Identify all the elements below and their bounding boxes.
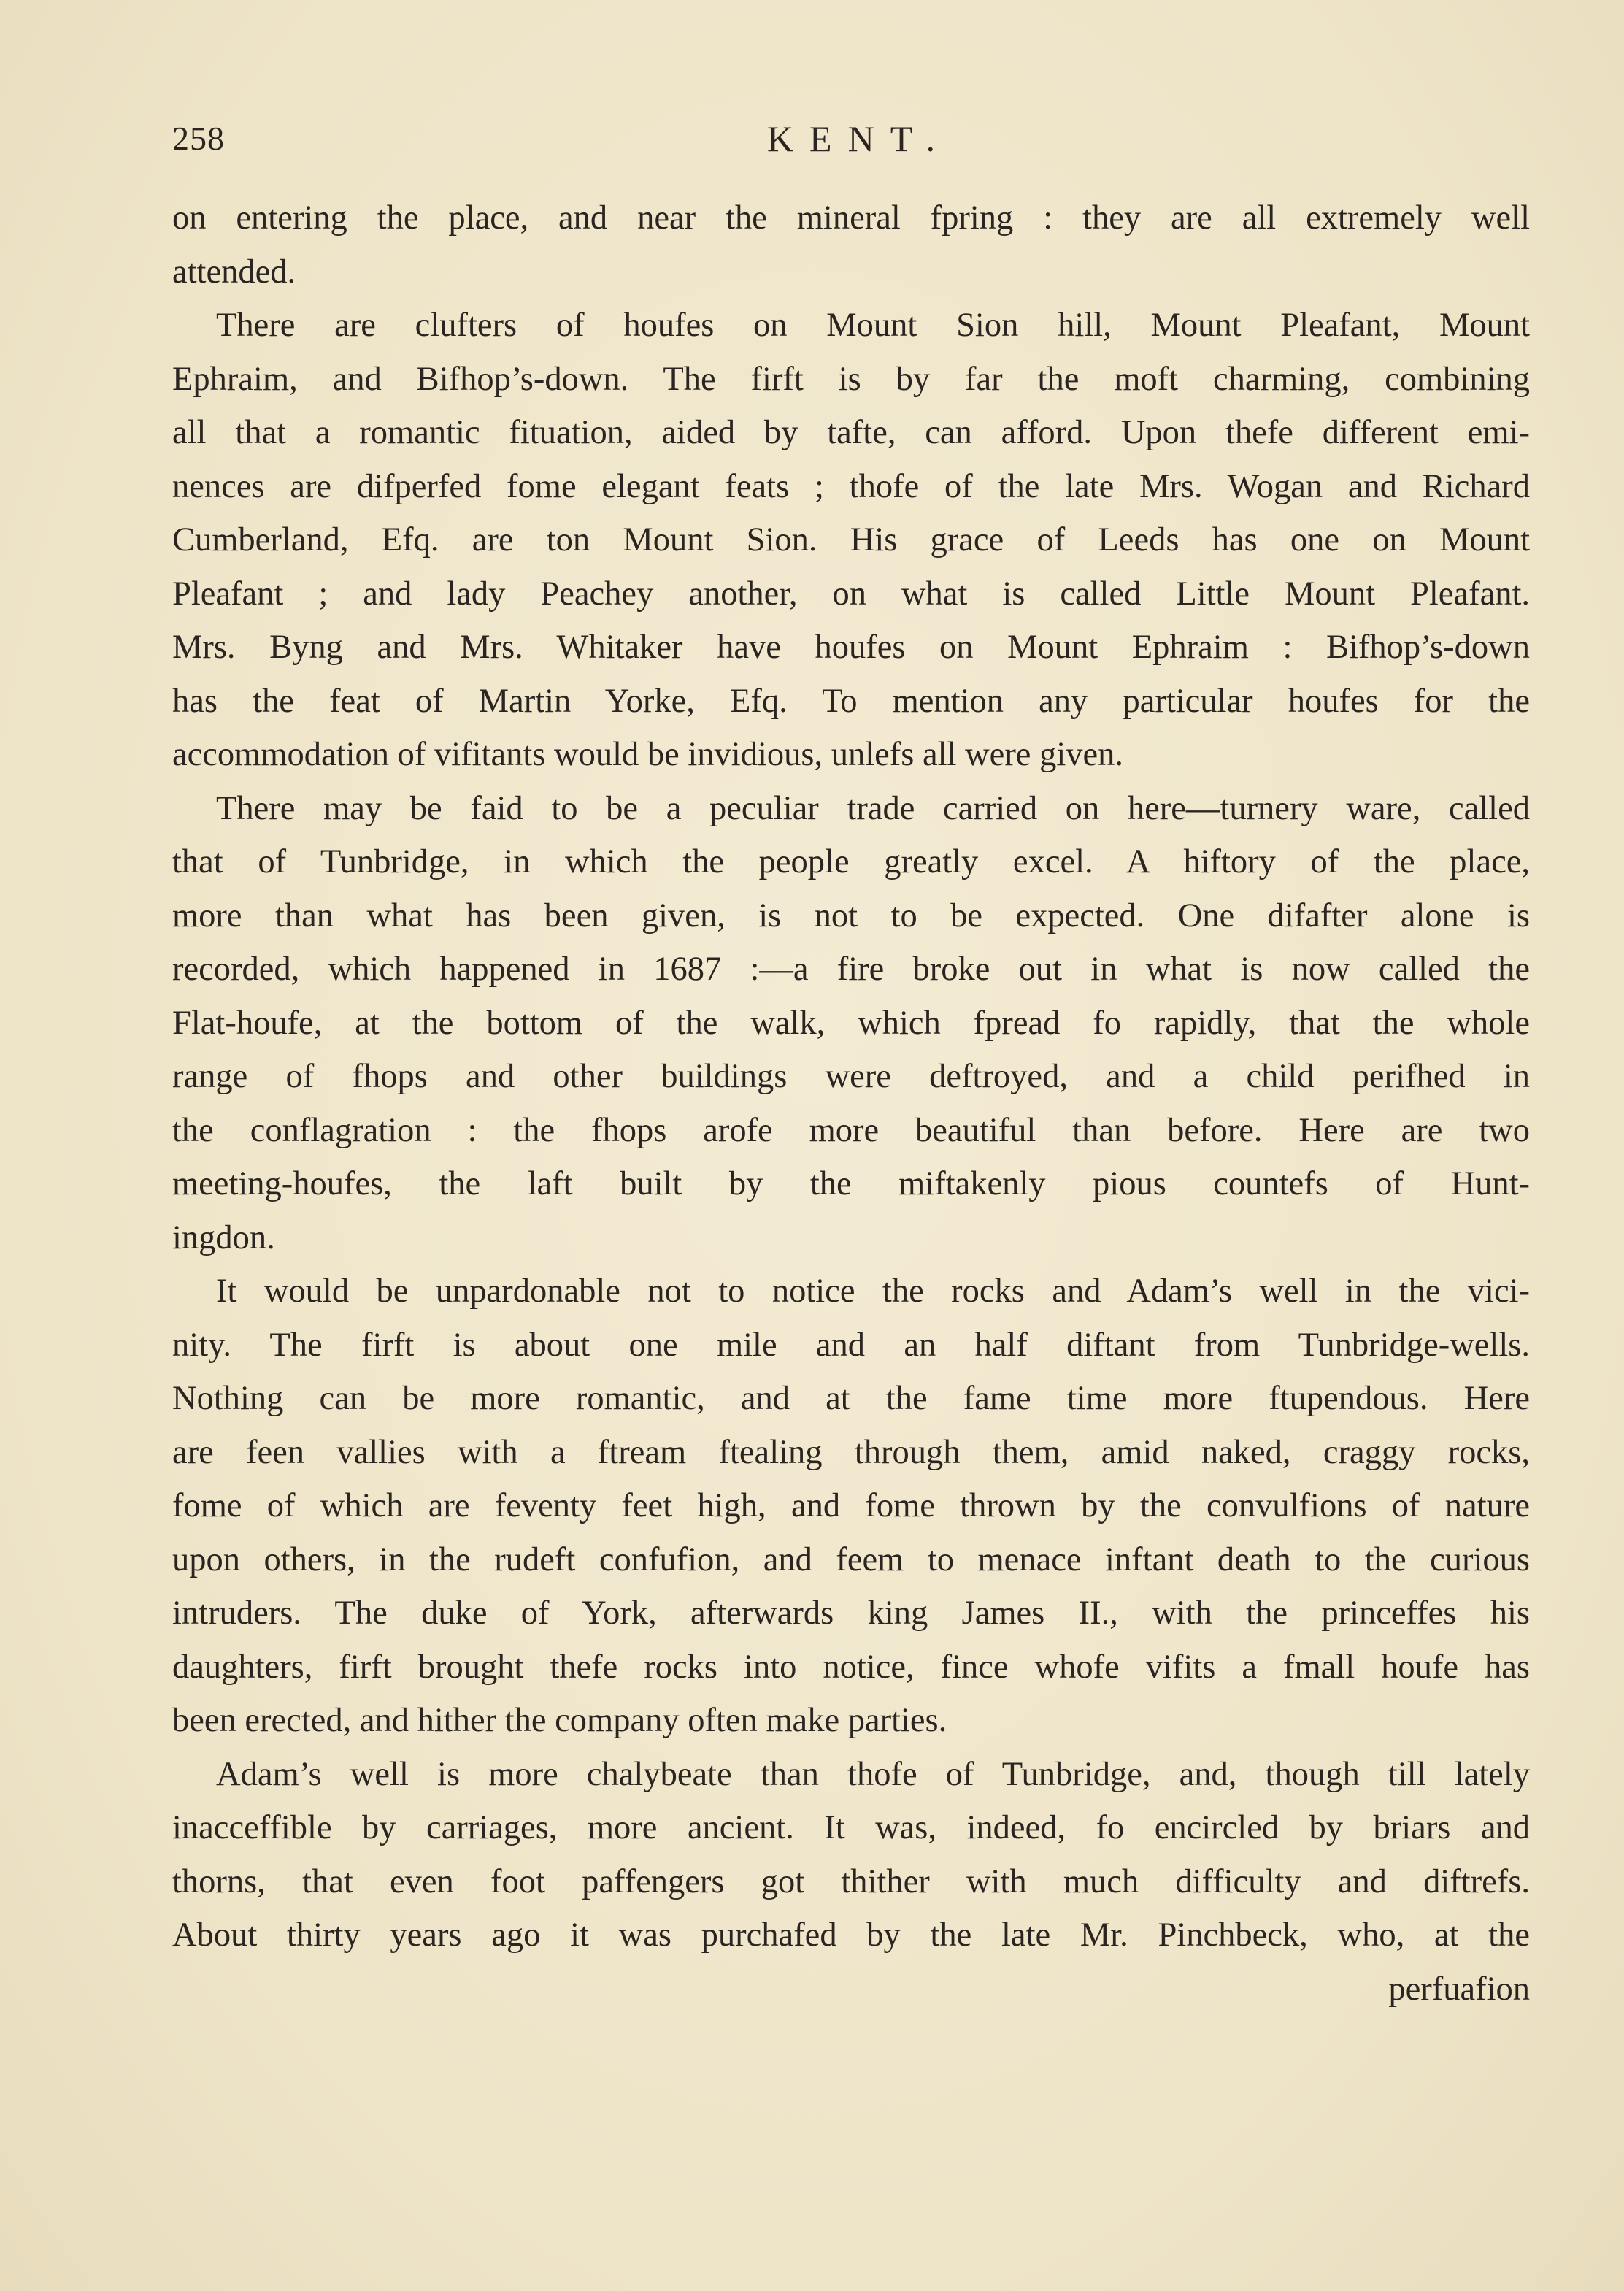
text-line: that of Tunbridge, in which the people greatly excel. A hiftory of the place, [172, 843, 1530, 880]
running-head [172, 117, 1530, 161]
text-line: Nothing can be more romantic, and at the fame time more ftupendous. Here [172, 1380, 1530, 1417]
page-number: 258 [172, 120, 225, 157]
text-line: attended. [172, 253, 296, 291]
text-line: Ephraim, and Bifhop’s-down. The firft is by far the moft charming, combining [172, 360, 1530, 398]
catchword: perfuafion [1388, 1970, 1530, 2008]
text-line: Adam’s well is more chalybeate than thofe of Tunbridge, and, though till lately [216, 1755, 1530, 1793]
body-text [172, 191, 1530, 2016]
text-line: accommodation of vifitants would be invidious, unlefs all were given. [172, 736, 1123, 773]
text-line: ingdon. [172, 1219, 275, 1256]
text-line: nences are difperfed fome elegant feats ; thofe of the late Mrs. Wogan and Richard [172, 467, 1530, 505]
text-line: nity. The firft is about one mile and an half diftant from Tunbridge-wells. [172, 1326, 1530, 1364]
running-title: KENT. [766, 118, 952, 159]
text-line: recorded, which happened in 1687 :—a fire broke out in what is now called the [172, 951, 1530, 988]
text-line: Mrs. Byng and Mrs. Whitaker have houfes on Mount Ephraim : Bifhop’s-down [172, 629, 1530, 666]
text-line: intruders. The duke of York, afterwards king James II., with the princeffes his [172, 1595, 1530, 1632]
text-line: Pleafant ; and lady Peachey another, on what is called Little Mount Pleafant. [172, 575, 1530, 613]
text-line: more than what has been given, is not to be expected. One difafter alone is [172, 897, 1530, 935]
text-line: upon others, in the rudeft confufion, and feem to menace inftant death to the curious [172, 1540, 1530, 1578]
text-line: Cumberland, Efq. are ton Mount Sion. His grace of Leeds has one on Mount [172, 521, 1530, 559]
text-line: daughters, firft brought thefe rocks into notice, fince whofe vifits a fmall houfe has [172, 1648, 1530, 1686]
text-line: fome of which are feventy feet high, and fome thrown by the convulfions of nature [172, 1487, 1530, 1524]
text-line: been erected, and hither the company often make parties. [172, 1702, 947, 1739]
text-line: It would be unpardonable not to notice the rocks and Adam’s well in the vici- [216, 1273, 1530, 1310]
text-line: inacceffible by carriages, more ancient. It was, indeed, fo encircled by briars and [172, 1809, 1530, 1846]
text-line: thorns, that even foot paffengers got thither with much difficulty and diftrefs. [172, 1862, 1530, 1900]
text-line: are feen vallies with a ftream ftealing through them, amid naked, craggy rocks, [172, 1433, 1530, 1471]
text-line: Flat-houfe, at the bottom of the walk, which fpread fo rapidly, that the whole [172, 1004, 1530, 1042]
text-line: has the feat of Martin Yorke, Efq. To mention any particular houfes for the [172, 682, 1530, 720]
text-line: on entering the place, and near the mineral fpring : they are all extremely well [172, 199, 1530, 237]
text-line: range of fhops and other buildings were deftroyed, and a child perifhed in [172, 1058, 1530, 1095]
text-line: meeting-houfes, the laft built by the miftakenly pious countefs of Hunt- [172, 1165, 1530, 1202]
text-line: About thirty years ago it was purchafed by the late Mr. Pinchbeck, who, at the [172, 1916, 1530, 1954]
text-line: all that a romantic fituation, aided by tafte, can afford. Upon thefe different emi- [172, 414, 1530, 451]
text-line: There are clufters of houfes on Mount Sion hill, Mount Pleafant, Mount [216, 307, 1530, 344]
text-line: the conflagration : the fhops arofe more beautiful than before. Here are two [172, 1111, 1530, 1149]
text-line: There may be faid to be a peculiar trade carried on here—turnery ware, called [216, 789, 1530, 827]
